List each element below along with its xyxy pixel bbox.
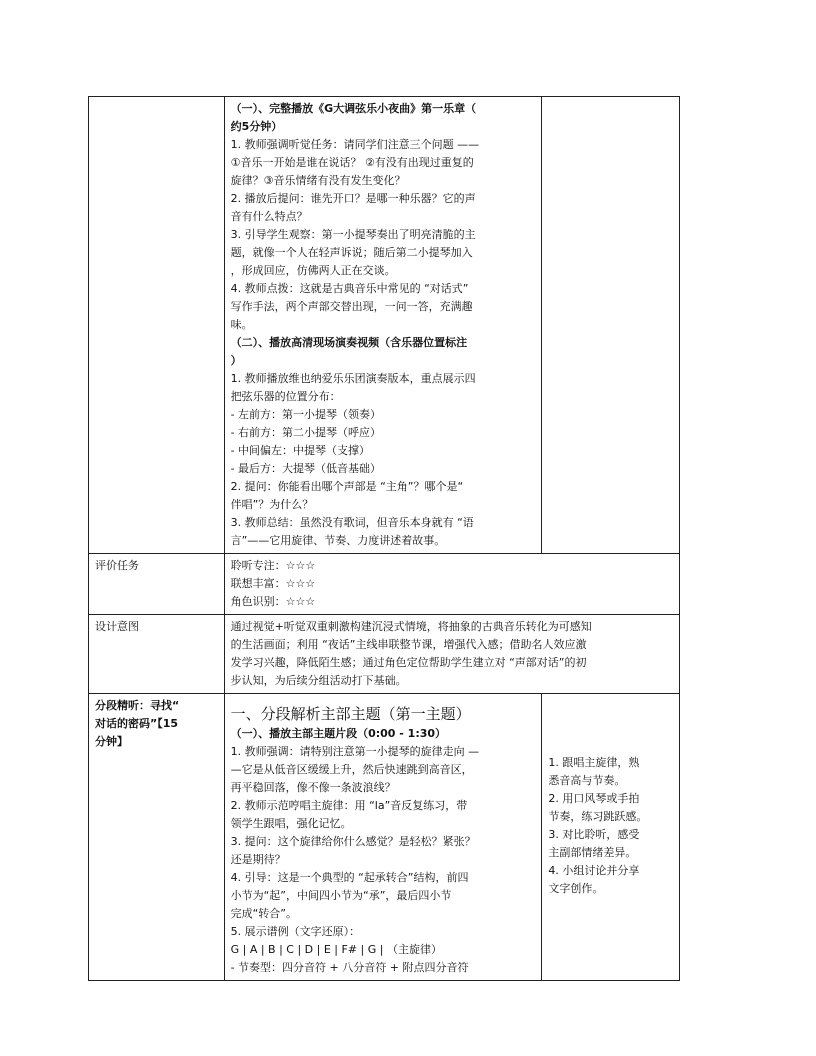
text-line: 3. 提问：这个旋律给你什么感觉？是轻松？紧张？	[230, 835, 476, 848]
text-line: 文字创作。	[548, 882, 604, 895]
text-line: 的生活画面；利用 “夜话”主线串联整节课，增强代入感；借助名人效应激	[230, 638, 587, 651]
text-line: 2. 教师示范哼唱主旋律：用 “la”音反复练习，带	[230, 799, 468, 812]
text-line: 再平稳回落，像不像一条波浪线？	[230, 781, 396, 794]
row-listening	[89, 97, 680, 554]
text-line: 小节为“起”，中间四小节为“承”，最后四小节	[230, 889, 452, 902]
text-line: - 右前方：第二小提琴（呼应）	[230, 426, 382, 439]
text-line: - 最后方：大提琴（低音基础）	[230, 462, 382, 475]
text-line: - 左前方：第一小提琴（领奏）	[230, 408, 382, 421]
text-line: 4. 小组讨论并分享	[548, 864, 640, 877]
text-line: 聆听专注：☆☆☆	[230, 559, 316, 572]
text-line: 题，就像一个人在轻声诉说；随后第二小提琴加入	[230, 246, 473, 259]
text-line: 主副部情绪差异。	[548, 846, 637, 859]
text-line: 3. 教师总结：虽然没有歌词，但音乐本身就有 “语	[230, 516, 474, 529]
text-line: - 节奏型：四分音符 + 八分音符 + 附点四分音符	[230, 961, 469, 974]
text-line: 写作手法，两个声部交替出现，一问一答，充满趣	[230, 300, 473, 313]
text-line: 1. 教师播放维也纳爱乐乐团演奏版本，重点展示四	[230, 372, 476, 385]
text-line: 发学习兴趣，降低陌生感；通过角色定位帮助学生建立对 “声部对话”的初	[230, 656, 587, 669]
text-line: 2. 播放后提问：谁先开口？是哪一种乐器？它的声	[230, 192, 476, 205]
evaluation-content	[224, 554, 679, 615]
segment-listening-content	[224, 694, 542, 981]
text-line: 还是期待？	[230, 853, 286, 866]
text-line: 味。	[230, 318, 253, 331]
text-line: ）	[230, 354, 242, 367]
text-line: （一）、播放主部主题片段（0:00 - 1:30）	[230, 727, 447, 740]
text-line: —它是从低音区缓缓上升，然后快速跳到高音区，	[230, 763, 473, 776]
row1-activity-cell	[542, 97, 680, 554]
row1-content-cell	[224, 97, 542, 554]
text-line: 完成“转合”。	[230, 907, 297, 920]
text-line: 分段精听：寻找“	[95, 699, 180, 712]
row-segment-listening	[89, 694, 680, 981]
text-line: 1. 跟唱主旋律，熟	[548, 756, 640, 769]
text-line: ，形成回应，仿佛两人正在交谈。	[230, 264, 396, 277]
text-line: - 中间偏左：中提琴（支撑）	[230, 444, 371, 457]
text-line: 3. 对比聆听，感受	[548, 828, 640, 841]
text-line: 1. 教师强调听觉任务：请同学们注意三个问题 ——	[230, 138, 480, 151]
text-line: 把弦乐器的位置分布：	[230, 390, 341, 403]
text-line: 旋律？③音乐情绪有没有发生变化？	[230, 174, 406, 187]
text-line: 言”——它用旋律、节奏、力度讲述着故事。	[230, 534, 446, 547]
text-line: 5. 展示谱例（文字还原）：	[230, 925, 361, 938]
text-line: 步认知，为后续分组活动打下基础。	[230, 674, 407, 687]
text-line: 通过视觉+听觉双重刺激构建沉浸式情境，将抽象的古典音乐转化为可感知	[230, 620, 592, 633]
text-line: 约5分钟）	[230, 120, 283, 133]
text-line: 分钟】	[95, 735, 128, 748]
row-evaluation	[89, 554, 680, 615]
text-line: （一）、完整播放《G大调弦乐小夜曲》第一乐章（	[230, 102, 477, 115]
text-line: 音有什么特点？	[230, 210, 308, 223]
text-line: 2. 用口风琴或手拍	[548, 792, 640, 805]
text-line: G | A | B | C | D | E | F# | G | （主旋律）	[230, 943, 442, 956]
section-heading: 一、分段解析主部主题（第一主题）	[230, 705, 471, 723]
text-line: 角色识别：☆☆☆	[230, 595, 316, 608]
row-design-intent	[89, 615, 680, 694]
row1-label-cell	[89, 97, 225, 554]
lesson-plan-table	[88, 96, 680, 981]
design-intent-label: 设计意图	[89, 615, 225, 694]
text-line: 悉音高与节奏。	[548, 774, 626, 787]
text-line: 对话的密码”【15	[95, 717, 179, 730]
evaluation-label: 评价任务	[89, 554, 225, 615]
text-line: 1. 教师强调：请特别注意第一小提琴的旋律走向 —	[230, 745, 480, 758]
segment-listening-label	[89, 694, 225, 981]
text-line: 领学生跟唱，强化记忆。	[230, 817, 352, 830]
text-line: 联想丰富：☆☆☆	[230, 577, 316, 590]
text-line: 4. 引导：这是一个典型的 “起承转合”结构，前四	[230, 871, 469, 884]
text-line: 伴唱”？为什么？	[230, 498, 314, 511]
text-line: 节奏，练习跳跃感。	[548, 810, 648, 823]
text-line: 4. 教师点拨：这就是古典音乐中常见的 “对话式”	[230, 282, 469, 295]
student-activity-cell	[542, 694, 680, 981]
text-line: 2. 提问：你能看出哪个声部是 “主角”？哪个是“	[230, 480, 464, 493]
design-intent-content	[224, 615, 679, 694]
text-line: 3. 引导学生观察：第一小提琴奏出了明亮清脆的主	[230, 228, 476, 241]
text-line: ①音乐一开始是谁在说话？ ②有没有出现过重复的	[230, 156, 474, 169]
text-line: （二）、播放高清现场演奏视频（含乐器位置标注	[230, 336, 468, 349]
